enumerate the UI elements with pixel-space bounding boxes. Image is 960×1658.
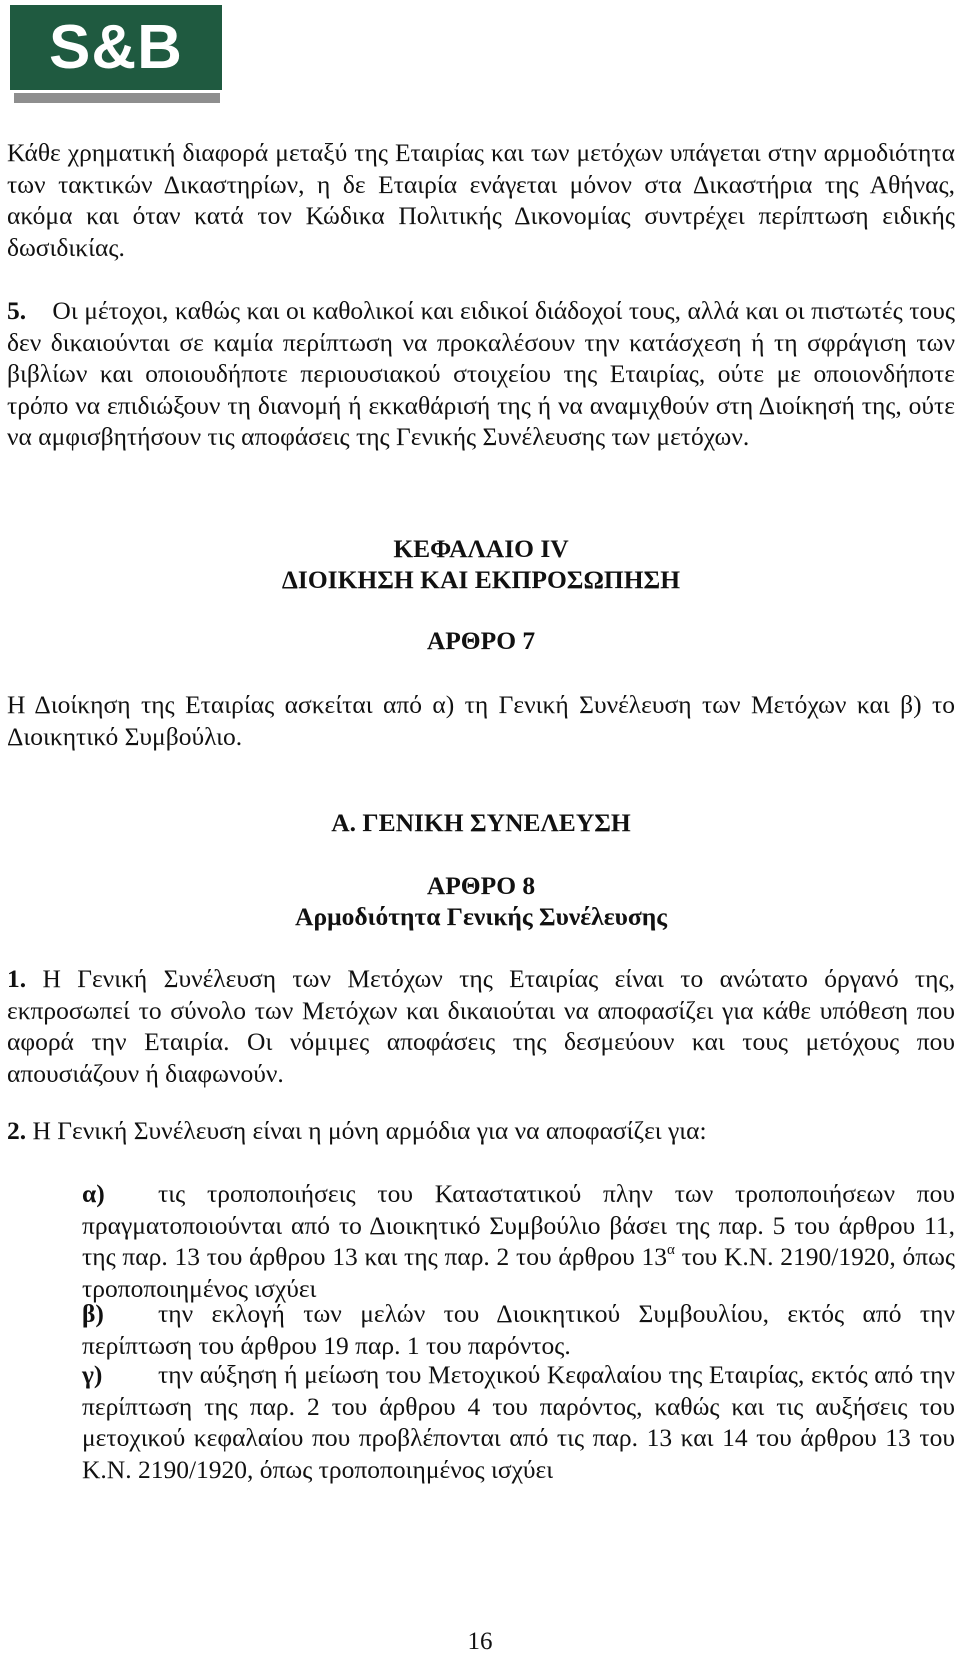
item-a	[82, 1178, 955, 1304]
item-a-text: τις τροποποιήσεις του Καταστατικού πλην των τροποποιήσεων που πραγματοποιούνται από το Διοικητικό Συμβούλιο βάσει της παρ. 5 του άρθρου 11, της παρ. 13 του άρθρου 13 και της παρ. 2 του άρθρου 13	[82, 1179, 955, 1271]
paragraph-5-number: 5.	[7, 296, 27, 325]
logo-underline	[14, 93, 220, 103]
logo-text: S&B	[10, 5, 222, 90]
article-8-subtitle: Αρμοδιότητα Γενικής Συνέλευσης	[295, 902, 667, 931]
paragraph-1-number: 1.	[7, 964, 27, 993]
item-c-text: την αύξηση ή μείωση του Μετοχικού Κεφαλαίου της Εταιρίας, εκτός από την περίπτωση της παρ. 2 του άρθρου 4 του παρόντος, καθώς και τις αυξήσεις του μετοχικού κεφαλαίου που προβλέπονται από τις παρ. 13 και 14 του άρθρου 13 του Κ.Ν. 2190/1920, όπως τροποποιημένος ισχύει	[82, 1360, 955, 1484]
paragraph-5-text: Οι μέτοχοι, καθώς και οι καθολικοί και ειδικοί διάδοχοί τους, αλλά και οι πιστωτές τους δεν δικαιούνται σε καμία περίπτωση να προκαλέσουν την κατάσχεση ή τη σφράγιση των βιβλίων και οποιουδήποτε περιουσιακού στοιχείου της Εταιρίας, ούτε με οποιονδήποτε τρόπο να επιδιώξουν τη διανομή ή εκκαθάρισή της ή να αναμιχθούν στη Διοίκησή της, ούτε να αμφισβητήσουν τις αποφάσεις της Γενικής Συνέλευσης των μετόχων.	[7, 296, 956, 451]
page-number: 16	[467, 1628, 493, 1655]
article-8-title: ΑΡΘΡΟ 8	[426, 871, 536, 900]
article-7-text: Η Διοίκηση της Εταιρίας ασκείται από α) τη Γενική Συνέλευση των Μετόχων και β) το Διοικητικό Συμβούλιο.	[7, 690, 955, 751]
item-c-label: γ)	[82, 1360, 103, 1389]
paragraph-5	[7, 295, 955, 453]
article-8-paragraph-1	[7, 963, 955, 1089]
paragraph-2-text: Η Γενική Συνέλευση είναι η μόνη αρμόδια για να αποφασίζει για:	[32, 1116, 707, 1145]
item-a-text-end: του Κ.Ν. 2190/1920, όπως τροποποιημένος ισχύει	[82, 1242, 955, 1303]
paragraph-2-number: 2.	[7, 1116, 27, 1145]
intro-paragraph: Κάθε χρηματική διαφορά μεταξύ της Εταιρίας και των μετόχων υπάγεται στην αρμοδιότητα των τακτικών Δικαστηρίων, η δε Εταιρία ενάγεται μόνον στα Δικαστήρια της Αθήνας, ακόμα και όταν κατά τον Κώδικα Πολιτικής Δικονομίας συντρέχει περίπτωση ειδικής δωσιδικίας.	[7, 138, 955, 262]
chapter-subtitle: ΔΙΟΙΚΗΣΗ ΚΑΙ ΕΚΠΡΟΣΩΠΗΣΗ	[281, 565, 681, 594]
article-8-paragraph-2	[7, 1115, 955, 1147]
item-b	[82, 1298, 955, 1361]
company-logo	[10, 5, 222, 103]
paragraph-1-text: Η Γενική Συνέλευση των Μετόχων της Εταιρίας είναι το ανώτατο όργανό της, εκπροσωπεί το σύνολο των Μετόχων και δικαιούται να αποφασίζει για κάθε υπόθεση που αφορά την Εταιρία. Οι νόμιμες αποφάσεις της δεσμεύουν και τους μετόχους που απουσιάζουν ή διαφωνούν.	[7, 964, 955, 1088]
item-b-label: β)	[82, 1299, 104, 1328]
item-a-label: α)	[82, 1179, 105, 1208]
item-c	[82, 1359, 955, 1485]
article-7-title: ΑΡΘΡΟ 7	[426, 626, 536, 655]
chapter-title: ΚΕΦΑΛΑΙΟ IV	[393, 534, 569, 563]
item-b-text: την εκλογή των μελών του Διοικητικού Συμβουλίου, εκτός από την περίπτωση του άρθρου 19 παρ. 1 του παρόντος.	[82, 1299, 955, 1360]
section-a-heading: Α. ΓΕΝΙΚΗ ΣΥΝΕΛΕΥΣΗ	[331, 808, 631, 837]
item-a-superscript: α	[667, 1241, 675, 1258]
